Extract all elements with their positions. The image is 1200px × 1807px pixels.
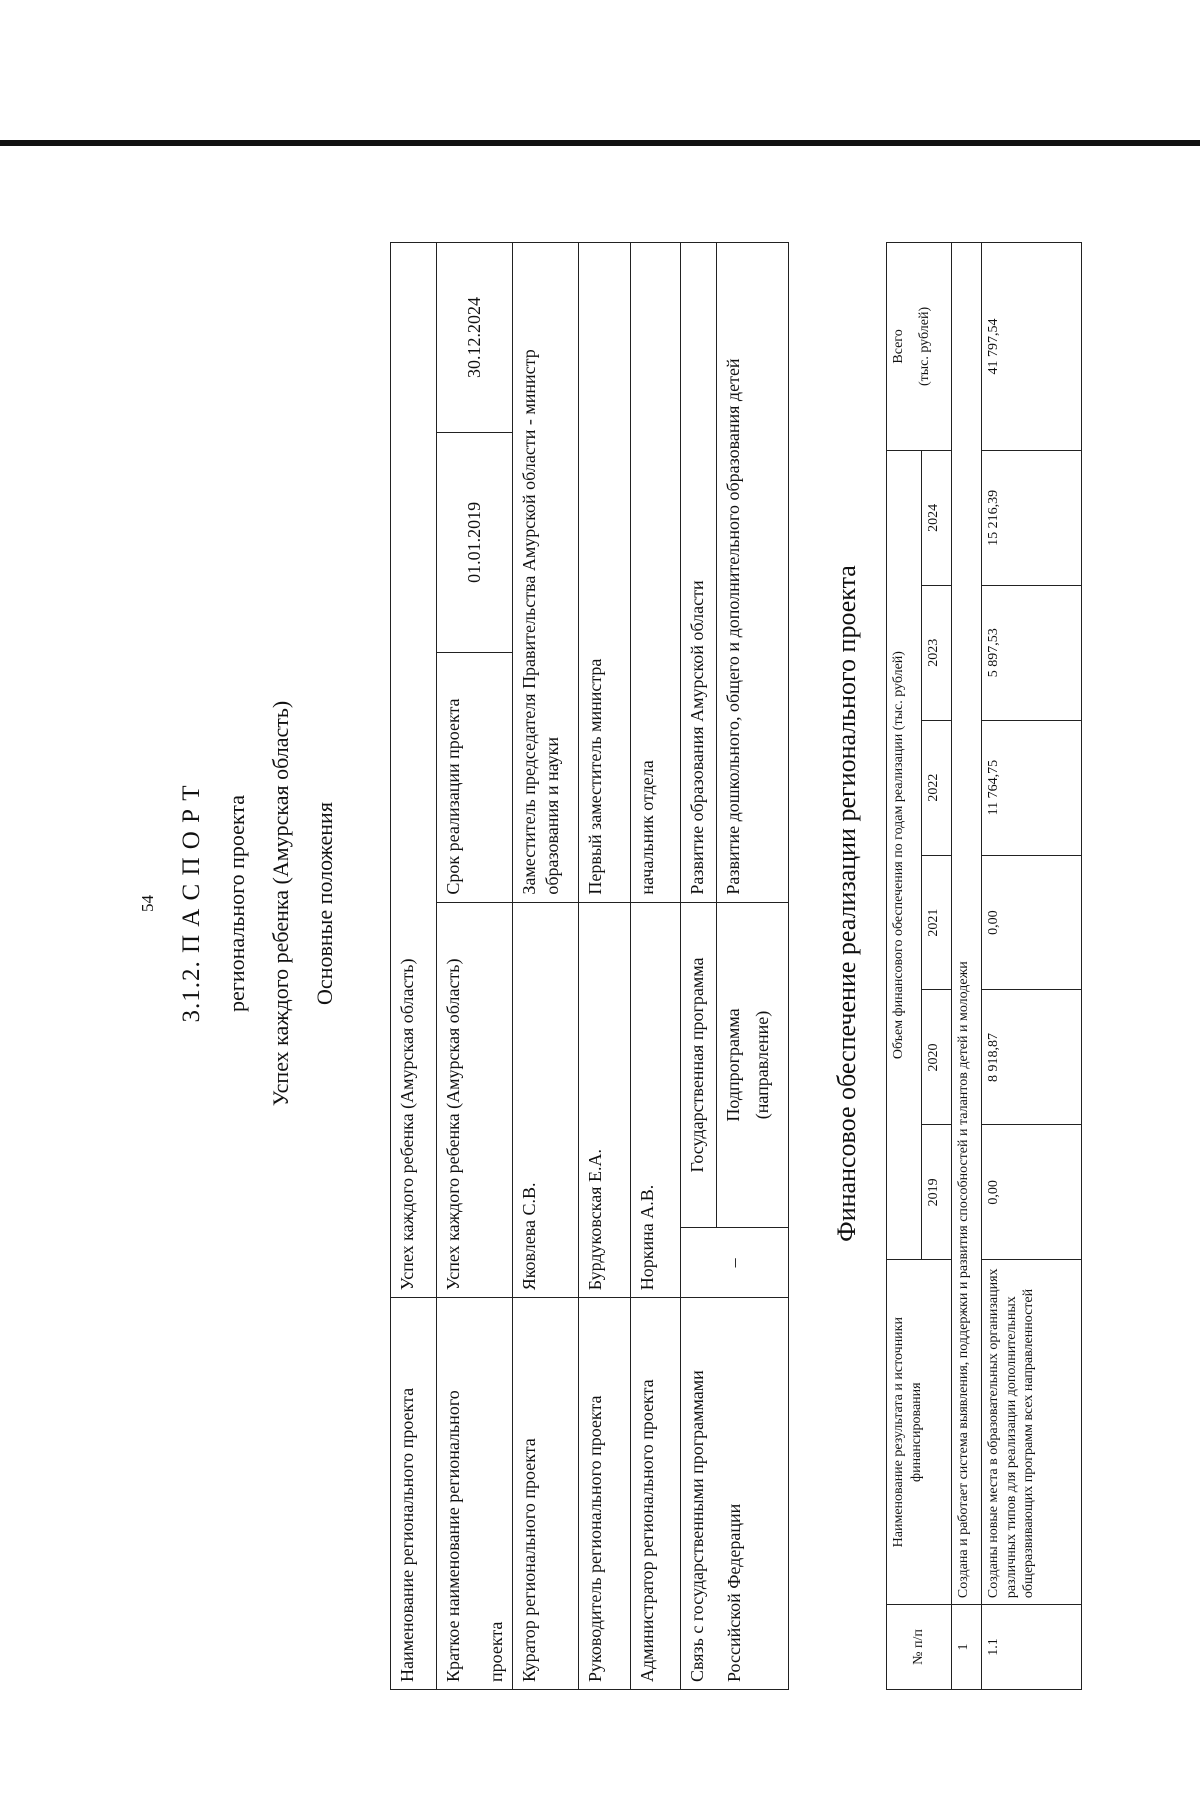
row-value-2024: 15 216,39 [982,450,1082,585]
short-name-label-line1: Краткое наименование регионального [443,1390,463,1682]
row-value-2020: 8 918,87 [982,990,1082,1125]
subprogram-label [717,902,789,1228]
document-title: 3.1.2. П А С П О Р Т [178,784,205,1023]
term-start: 01.01.2019 [437,432,513,652]
project-name-value: Успех каждого ребенка (Амурская область) [391,243,437,1298]
col-name-header: Наименование результата и источники финансирования [887,1260,952,1605]
finance-table [886,242,1082,1690]
col-total-header [887,243,952,451]
document-subtitle: регионального проекта [224,795,249,1012]
admin-label: Администратор регионального проекта [631,1298,681,1690]
page-number: 54 [138,895,157,912]
programs-link-label-line2: Российской Федерации [723,1503,744,1682]
subprogram-value: Развитие дошкольного, общего и дополнительного образования детей [717,243,789,903]
table-row [631,243,681,1690]
admin-name: Норкина А.В. [631,902,681,1298]
year-header: 2023 [922,585,952,720]
table-row [513,243,579,1690]
year-header: 2024 [922,450,952,585]
head-name: Бурдуковская Е.А. [579,902,631,1298]
gov-program-label: Государственная программа [681,902,717,1228]
col-num-header: № п/п [887,1605,952,1690]
term-label: Срок реализации проекта [437,652,513,902]
project-name-heading: Успех каждого ребенка (Амурская область) [268,700,293,1107]
head-label: Руководитель регионального проекта [579,1298,631,1690]
section-title: Создана и работает система выявления, поддержки и развития способностей и талантов детей и молодежи [952,243,982,1605]
finance-heading: Финансовое обеспечение реализации регионального проекта [832,565,861,1242]
row-number: 1.1 [982,1605,1082,1690]
subprogram-label-line2: (направление) [751,1010,772,1120]
admin-position: начальник отдела [631,243,681,903]
col-total-line2: (тыс. рублей) [916,306,932,387]
programs-link-dash: – [681,1228,789,1298]
curator-label: Куратор регионального проекта [513,1298,579,1690]
table-row [579,243,631,1690]
curator-name: Яковлева С.В. [513,902,579,1298]
table-row [681,243,717,1690]
table-section-row [952,243,982,1690]
programs-link-label [681,1298,789,1690]
section-number: 1 [952,1605,982,1690]
col-total-line1: Всего [891,329,906,364]
curator-position: Заместитель председателя Правительства Амурской области - министр образования и науки [513,243,579,903]
year-header: 2019 [922,1125,952,1260]
head-position: Первый заместитель министра [579,243,631,903]
row-total: 41 797,54 [982,243,1082,451]
row-value-2019: 0,00 [982,1125,1082,1260]
subprogram-label-line1: Подпрограмма [723,1008,743,1122]
row-value-2023: 5 897,53 [982,585,1082,720]
row-value-2022: 11 764,75 [982,720,1082,855]
table-header-row [887,243,922,1690]
row-name: Созданы новые места в образовательных организациях различных типов для реализации дополнительных общеразвивающих программ всех направленностей [982,1260,1082,1605]
table-row [982,243,1082,1690]
page-edge-rule [0,140,1200,146]
year-header: 2022 [922,720,952,855]
table-row [437,243,513,1690]
short-name-value: Успех каждого ребенка (Амурская область) [437,902,513,1298]
programs-link-label-line1: Связь с государственными программами [687,1370,707,1682]
project-name-label: Наименование регионального проекта [391,1298,437,1690]
year-header: 2021 [922,855,952,990]
table-row [391,243,437,1690]
short-name-label [437,1298,513,1690]
section-heading: Основные положения [312,802,337,1005]
col-volume-header: Объем финансового обеспечения по годам реализации (тыс. рублей) [887,450,922,1259]
term-end: 30.12.2024 [437,243,513,433]
row-value-2021: 0,00 [982,855,1082,990]
year-header: 2020 [922,990,952,1125]
gov-program-value: Развитие образования Амурской области [681,243,717,903]
basic-provisions-table [390,242,789,1690]
short-name-label-line2: проекта [485,1621,506,1682]
